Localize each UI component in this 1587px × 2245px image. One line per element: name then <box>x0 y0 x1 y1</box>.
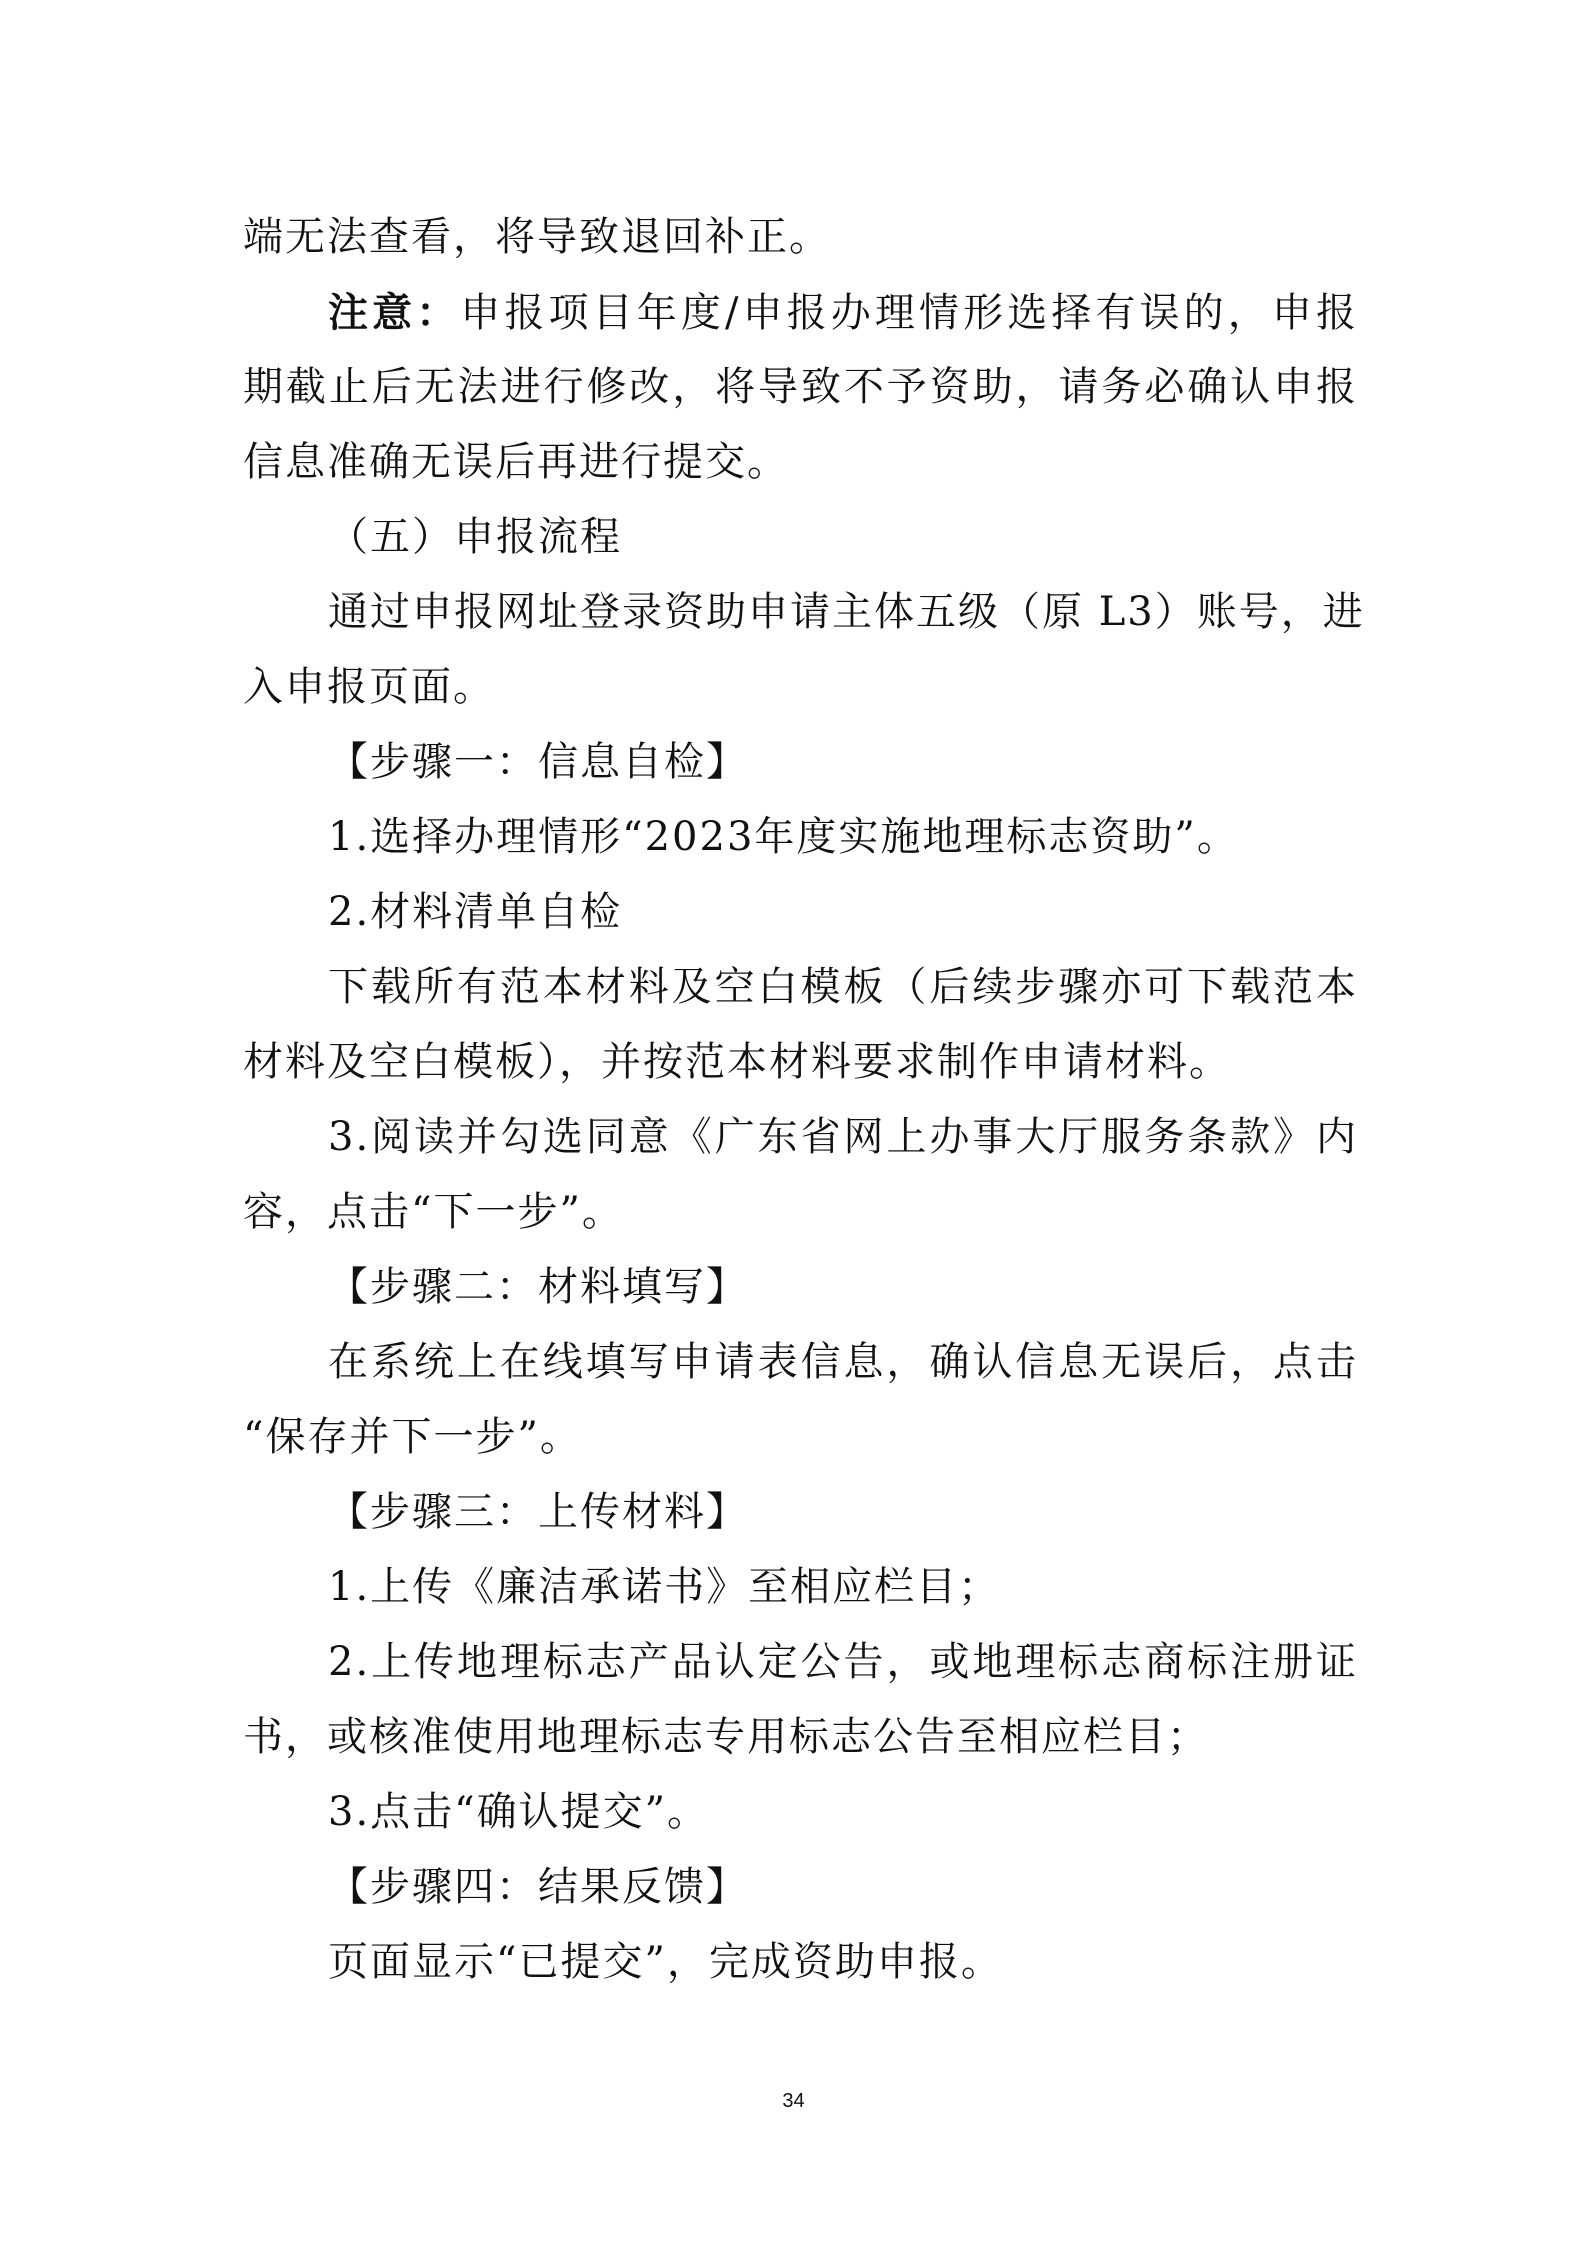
text-line: 下载所有范本材料及空白模板（后续步骤亦可下载范本 <box>328 964 1358 1010</box>
text-line: 在系统上在线填写申请表信息，确认信息无误后，点击 <box>328 1339 1358 1385</box>
step-heading: 【步骤三：上传材料】 <box>328 1489 748 1535</box>
text-line: 注意：申报项目年度/申报办理情形选择有误的，申报 <box>328 289 1358 336</box>
text-line: 通过申报网址登录资助申请主体五级（原 L3）账号，进 <box>328 589 1365 635</box>
text-line: 材料及空白模板），并按范本材料要求制作申请材料。 <box>243 1039 1231 1085</box>
text-line: 书，或核准使用地理标志专用标志公告至相应栏目； <box>243 1714 1209 1760</box>
text-line: 期截止后无法进行修改，将导致不予资助，请务必确认申报 <box>243 364 1358 410</box>
text-line: “保存并下一步”。 <box>243 1414 582 1460</box>
document-body <box>243 200 1365 2000</box>
text-line: 页面显示“已提交”，完成资助申报。 <box>328 1939 1003 1985</box>
text-line: 入申报页面。 <box>243 664 495 710</box>
text-line: 端无法查看，将导致退回补正。 <box>243 214 831 260</box>
text-line: 信息准确无误后再进行提交。 <box>243 439 789 485</box>
page-number: 34 <box>782 2090 805 2112</box>
step-heading: 【步骤四：结果反馈】 <box>328 1864 748 1910</box>
text-line: 2.材料清单自检 <box>328 889 623 935</box>
text-line: 2.上传地理标志产品认定公告，或地理标志商标注册证 <box>328 1639 1358 1685</box>
note-lead: 注意： <box>328 289 461 336</box>
text-line: 1.选择办理情形“2023年度实施地理标志资助”。 <box>328 814 1239 860</box>
text-line: 3.阅读并勾选同意《广东省网上办事大厅服务条款》内 <box>328 1114 1358 1160</box>
text-line: 3.点击“确认提交”。 <box>328 1789 710 1835</box>
text-line: 容，点击“下一步”。 <box>243 1189 624 1235</box>
step-heading: 【步骤二：材料填写】 <box>328 1264 748 1310</box>
step-heading: 【步骤一：信息自检】 <box>328 739 748 785</box>
text-line: 1.上传《廉洁承诺书》至相应栏目； <box>328 1564 1001 1610</box>
section-heading: （五）申报流程 <box>328 514 622 560</box>
